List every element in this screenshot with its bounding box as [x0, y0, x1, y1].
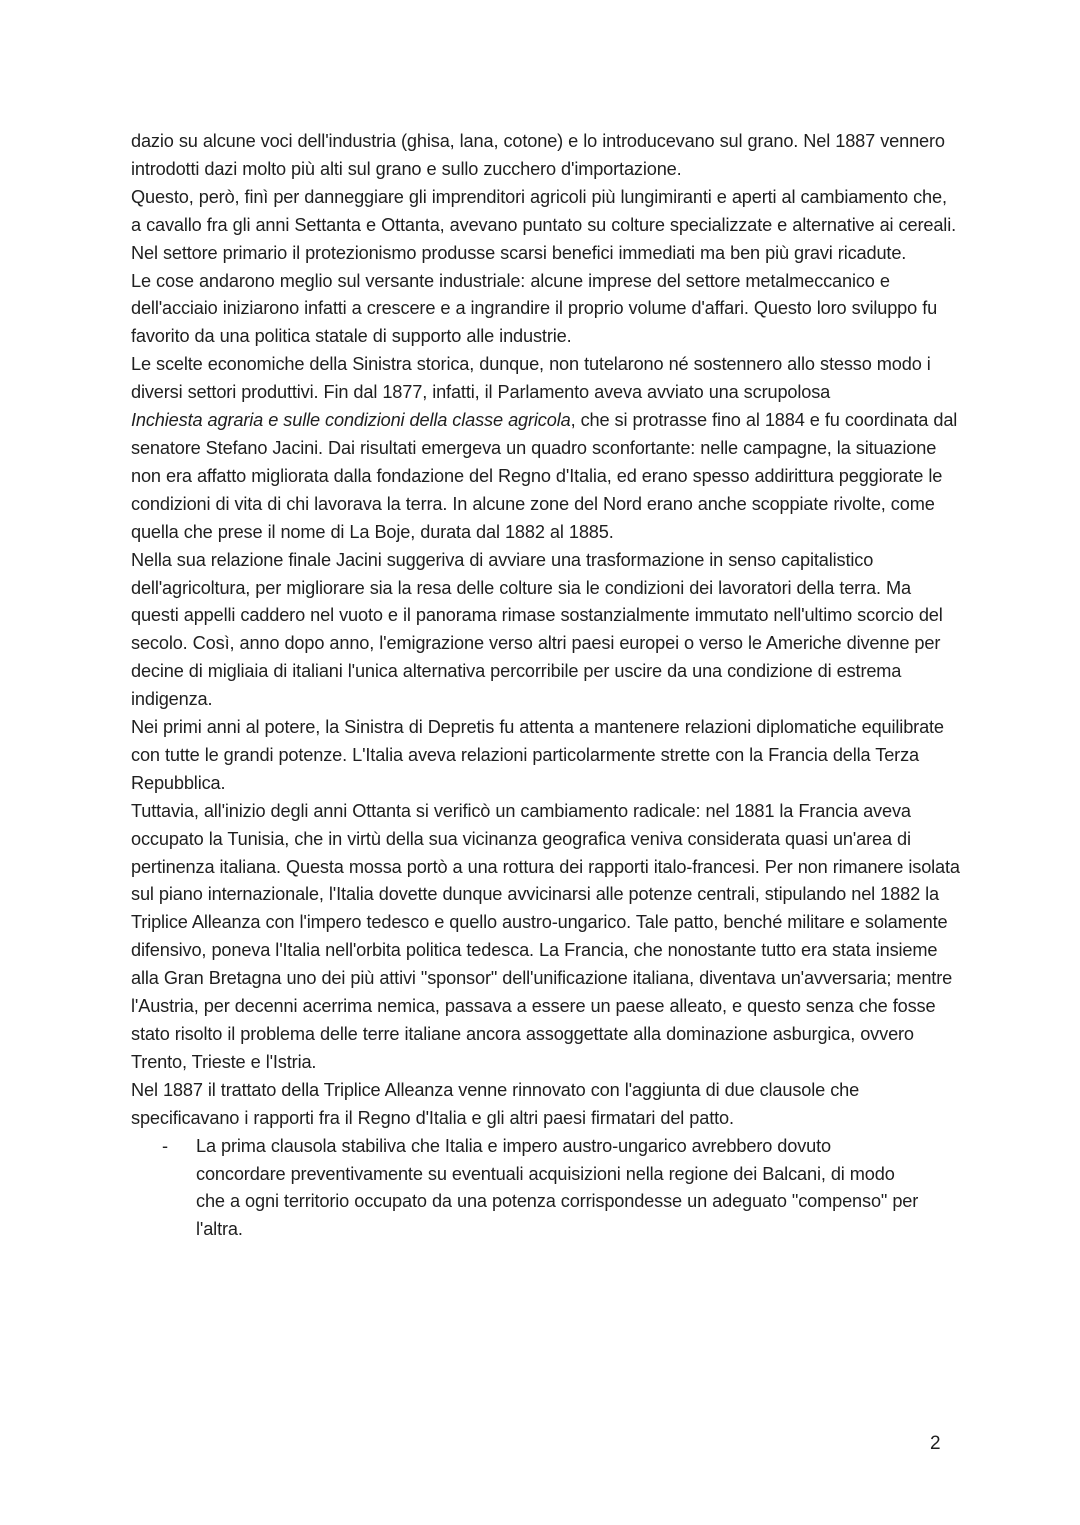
page-number: 2	[930, 1433, 941, 1454]
paragraph-jacini-inquiry	[131, 407, 961, 547]
paragraph-jacini-report-emigration: Nella sua relazione finale Jacini suggeriva di avviare una trasformazione in senso capitalistico dell'agricoltura, per migliorare sia la resa delle colture sia le condizioni dei lavoratori della terra. Ma questi appelli caddero nel vuoto e il panorama rimase sostanzialmente immutato nell'ultimo scorcio del secolo. Così, anno dopo anno, l'emigrazione verso altri paesi europei o verso le Americhe divenne per decine di migliaia di italiani l'unica alternativa percorribile per uscire da una condizione di estrema indigenza.	[131, 549, 943, 710]
dash-bullet-icon: -	[162, 1135, 168, 1156]
inquiry-description: , che si protrasse fino al 1884 e fu coordinata dal senatore Stefano Jacini. Dai risultati emergeva un quadro sconfortante: nelle campagne, la situazione non era affatto migliorata dalla fondazione del Regno d'Italia, ed erano spesso addirittura peggiorate le condizioni di vita di chi lavorava la terra. In alcune zone del Nord erano anche scoppiate rivolte, come quella che prese il nome di La Boje, durata dal 1882 al 1885.	[131, 410, 958, 542]
paragraph-triple-alliance: Tuttavia, all'inizio degli anni Ottanta si verificò un cambiamento radicale: nel 1881 la Francia aveva occupato la Tunisia, che in virtù della sua vicinanza geografica veniva considerata quasi un'area di pertinenza italiana. Questa mossa portò a una rottura dei rapporti italo-francesi. Per non rimanere isolata sul piano internazionale, l'Italia dovette dunque avvicinarsi alle potenze centrali, stipulando nel 1882 la Triplice Alleanza con l'impero tedesco e quello austro-ungarico. Tale patto, benché militare e solamente difensivo, poneva l'Italia nell'orbita politica tedesca. La Francia, che nonostante tutto era stata insieme alla Gran Bretagna uno dei più attivi "sponsor" dell'unificazione italiana, diventava un'avversaria; mentre l'Austria, per decenni acerrima nemica, passava a essere un paese alleato, e questo senza che fosse stato risolto il problema delle terre italiane ancora assoggettate alla dominazione asburgica, ovvero Trento, Trieste e l'Istria.	[131, 800, 960, 1072]
paragraph-industrial-sector: Le cose andarono meglio sul versante industriale: alcune imprese del settore metalmeccanico e dell'acciaio iniziarono infatti a crescere e a ingrandire il proprio volume d'affari. Questo loro sviluppo fu favorito da una politica statale di supporto alle industrie.	[131, 270, 938, 347]
paragraph-alliance-renewal: Nel 1887 il trattato della Triplice Alleanza venne rinnovato con l'aggiunta di due clausole che specificavano i rapporti fra il Regno d'Italia e gli altri paesi firmatari del patto.	[131, 1079, 860, 1128]
paragraph-agricultural-damage: Questo, però, finì per danneggiare gli imprenditori agricoli più lungimiranti e aperti al cambiamento che, a cavallo fra gli anni Settanta e Ottanta, avevano puntato su colture specializzate e alternative ai cereali. Nel settore primario il protezionismo produsse scarsi benefici immediati ma ben più gravi ricadute.	[131, 186, 956, 263]
clauses-list	[131, 1133, 961, 1245]
document-page-body	[131, 128, 961, 1244]
list-item-first-clause	[131, 1133, 961, 1245]
paragraph-protectionism-tariffs: dazio su alcune voci dell'industria (ghisa, lana, cotone) e lo introducevano sul grano. Nel 1887 vennero introdotti dazi molto più alti sul grano e sullo zucchero d'importazione.	[131, 131, 945, 179]
paragraph-economic-choices: Le scelte economiche della Sinistra storica, dunque, non tutelarono né sostennero allo stesso modo i diversi settori produttivi. Fin dal 1877, infatti, il Parlamento aveva avviato una scrupolosa	[131, 354, 931, 403]
paragraph-depretis-diplomacy: Nei primi anni al potere, la Sinistra di Depretis fu attenta a mantenere relazioni diplomatiche equilibrate con tutte le grandi potenze. L'Italia aveva relazioni particolarmente strette con la Francia della Terza Repubblica.	[131, 717, 944, 793]
inquiry-title-italic: Inchiesta agraria e sulle condizioni della classe agricola	[131, 410, 571, 431]
first-clause-text: La prima clausola stabiliva che Italia e impero austro-ungarico avrebbero dovuto concordare preventivamente su eventuali acquisizioni nella regione dei Balcani, di modo che a ogni territorio occupato da una potenza corrispondesse un adeguato "compenso" per l'altra.	[196, 1135, 919, 1240]
